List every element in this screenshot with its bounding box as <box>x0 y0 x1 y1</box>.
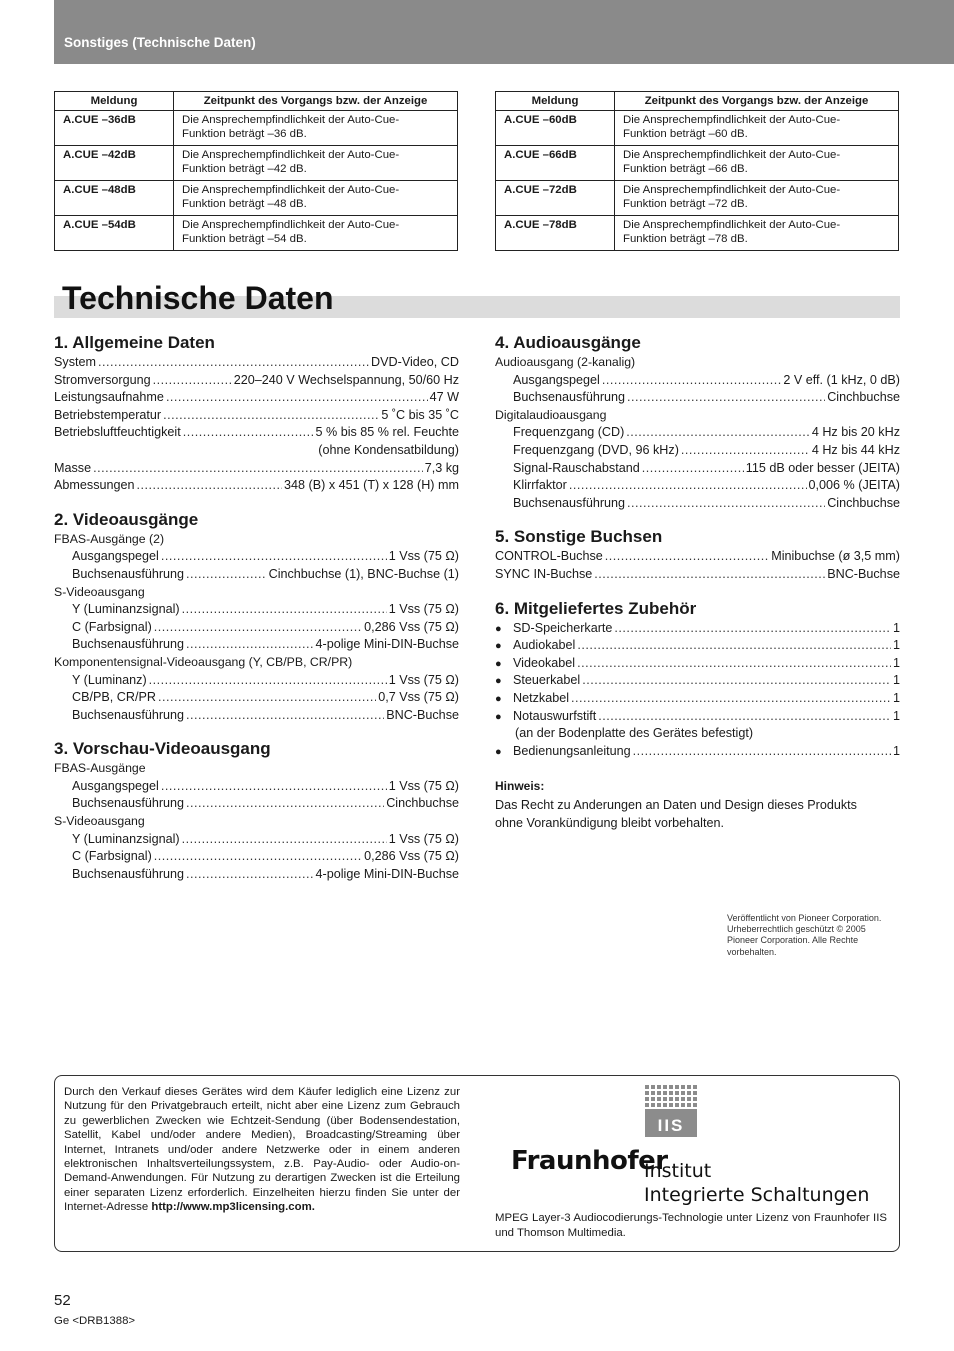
license-text: Durch den Verkauf dieses Gerätes wird dem Käufer lediglich eine Lizenz zur Nutzung für den Privatgebrauch erteilt, nicht aber eine Lizenz zum Gebrauch zu gewerblichen Zwecken wie Echtzeit-Sendung (über Bodensendestation, Satellit, Kabel und/oder andere Medien), Broadcasting/Streaming über Internet, Intranets und/oder andere Netzwerke oder in einem anderen elektronischen Inhaltsverteilungssystem, z.B. Pay-Audio- oder Audio-on-Demand-Anwendungen. Für Nutzung zu derartigen Zwecken ist die Erteilung einer separaten Lizenz erforderlich. Einzelheiten hierzu finden Sie unter der Internet-Adresse http://www.mp3licensing.com. <box>64 1086 460 1214</box>
message-code: A.CUE –54dB <box>55 216 174 251</box>
table-header-row <box>496 92 899 111</box>
message-code: A.CUE –66dB <box>496 146 615 181</box>
spec-row-snr: Signal-Rauschabstand ..... 115 dB oder besser (JEITA) <box>495 460 900 478</box>
left-column <box>54 332 459 883</box>
spec-group-fbas: FBAS-Ausgänge (2) <box>54 531 165 546</box>
message-code: A.CUE –48dB <box>55 181 174 216</box>
table-header-timing: Zeitpunkt des Vorgangs bzw. der Anzeige <box>174 92 458 111</box>
spec-row-svideo-y: Y (Luminanzsignal) ..... 1 Vss (75 Ω) <box>54 831 459 849</box>
spec-row-audio-level: Ausgangspegel ..... 2 V eff. (1 kHz, 0 dB) <box>495 372 900 390</box>
spec-row-component-jack: Buchsenausführung ..... BNC-Buchse <box>54 707 459 725</box>
institute-line-2: Integrierte Schaltungen <box>644 1184 870 1206</box>
spec-row-control-jack: CONTROL-Buchse ..... Minibuchse (ø 3,5 mm) <box>495 548 900 566</box>
message-description: Die Ansprechempfindlichkeit der Auto-Cue- Funktion beträgt –54 dB. <box>174 216 458 251</box>
institute-line-1: Institut <box>644 1160 712 1182</box>
bullet-icon: ● <box>495 745 502 758</box>
spec-row-fbas-jack: Buchsenausführung ..... Cinchbuchse <box>54 795 459 813</box>
table-row <box>55 181 458 216</box>
page-title: Technische Daten <box>62 280 334 316</box>
svg-text:IIS: IIS <box>657 1116 685 1135</box>
spec-row-fbas-level: Ausgangspegel ..... 1 Vss (75 Ω) <box>54 548 459 566</box>
spec-group-digital-audio: Digitalaudioausgang <box>495 407 607 422</box>
section-heading-general: 1. Allgemeine Daten <box>54 333 215 352</box>
message-description: Die Ansprechempfindlichkeit der Auto-Cue- Funktion beträgt –42 dB. <box>174 146 458 181</box>
table-header-message: Meldung <box>496 92 615 111</box>
section-header-bar <box>54 0 954 64</box>
hint-title: Hinweis: <box>495 779 545 794</box>
publisher-note: Veröffentlicht von Pioneer Corporation. Urheberrechtlich geschützt © 2005 Pioneer Corporation. Alle Rechte vorbehalten. <box>727 913 882 957</box>
table-header-message: Meldung <box>55 92 174 111</box>
table-row <box>55 146 458 181</box>
license-url: http://www.mp3licensing.com <box>151 1201 312 1214</box>
spec-row-fbas-jack: Buchsenausführung ..... Cinchbuchse (1), BNC-Buchse (1) <box>54 566 459 584</box>
fraunhofer-brand: Fraunhofer <box>511 1146 668 1176</box>
spec-row-freq-dvd: Frequenzgang (DVD, 96 kHz) ..... 4 Hz bis 44 kHz <box>495 442 900 460</box>
message-description: Die Ansprechempfindlichkeit der Auto-Cue- Funktion beträgt –72 dB. <box>615 181 899 216</box>
spec-row-svideo-c: C (Farbsignal) ..... 0,286 Vss (75 Ω) <box>54 848 459 866</box>
hint-line: Das Recht zu Anderungen an Daten und Design dieses Produkts <box>495 797 857 812</box>
spec-row-svideo-jack: Buchsenausführung ..... 4-polige Mini-DIN-Buchse <box>54 636 459 654</box>
list-item: ● Steuerkabel ..... 1 <box>495 672 900 690</box>
mpeg-license-caption: MPEG Layer-3 Audiocodierungs-Technologie unter Lizenz von Fraunhofer IIS und Thomson Multimedia. <box>495 1212 887 1239</box>
section-heading-audio-outputs: 4. Audioausgänge <box>495 333 641 352</box>
right-column <box>495 332 900 832</box>
table-header-row <box>55 92 458 111</box>
section-heading-preview-video: 3. Vorschau-Videoausgang <box>54 739 271 759</box>
table-row <box>55 216 458 251</box>
spec-row-thd: Klirrfaktor ..... 0,006 % (JEITA) <box>495 477 900 495</box>
message-code: A.CUE –78dB <box>496 216 615 251</box>
list-item: ● Audiokabel ..... 1 <box>495 637 900 655</box>
message-description: Die Ansprechempfindlichkeit der Auto-Cue- Funktion beträgt –48 dB. <box>174 181 458 216</box>
spec-row-sync-jack: SYNC IN-Buchse ..... BNC-Buchse <box>495 566 900 584</box>
list-item: ● Bedienungsanleitung ..... 1 <box>495 743 900 761</box>
table-row <box>496 146 899 181</box>
hint-line: ohne Vorankündigung bleibt vorbehalten. <box>495 815 724 830</box>
message-description: Die Ansprechempfindlichkeit der Auto-Cue- Funktion beträgt –78 dB. <box>615 216 899 251</box>
page-number: 52 <box>54 1292 71 1309</box>
message-code: A.CUE –60dB <box>496 111 615 146</box>
bullet-icon: ● <box>495 622 502 635</box>
bullet-icon: ● <box>495 710 502 723</box>
bullet-icon: ● <box>495 640 502 653</box>
list-item: ● Notauswurfstift ..... 1 <box>495 708 900 726</box>
table-row <box>496 216 899 251</box>
page-title-block <box>54 278 900 320</box>
spec-row-digital-jack: Buchsenausführung ..... Cinchbuchse <box>495 495 900 513</box>
list-item: ● SD-Speicherkarte ..... 1 <box>495 620 900 638</box>
accessory-note: (an der Bodenplatte des Gerätes befestigt) <box>515 726 754 741</box>
document-code: Ge <DRB1388> <box>54 1315 136 1327</box>
message-code: A.CUE –36dB <box>55 111 174 146</box>
message-description: Die Ansprechempfindlichkeit der Auto-Cue- Funktion beträgt –66 dB. <box>615 146 899 181</box>
message-code: A.CUE –72dB <box>496 181 615 216</box>
spec-group-svideo: S-Videoausgang <box>54 584 145 599</box>
list-item: ● Videokabel ..... 1 <box>495 655 900 673</box>
spec-row-freq-cd: Frequenzgang (CD) ..... 4 Hz bis 20 kHz <box>495 424 900 442</box>
spec-row-svideo-jack: Buchsenausführung ..... 4-polige Mini-DIN-Buchse <box>54 866 459 884</box>
spec-row-system: System ..... DVD-Video, CD <box>54 354 459 372</box>
spec-row-component-c: CB/PB, CR/PR ..... 0,7 Vss (75 Ω) <box>54 689 459 707</box>
spec-group-analog-audio: Audioausgang (2-kanalig) <box>495 355 636 369</box>
section-heading-accessories: 6. Mitgeliefertes Zubehör <box>495 598 697 618</box>
license-box <box>54 1075 900 1252</box>
table-row <box>496 181 899 216</box>
spec-row-humidity: Betriebsluftfeuchtigkeit ..... 5 % bis 85 % rel. Feuchte <box>54 424 459 442</box>
message-description: Die Ansprechempfindlichkeit der Auto-Cue- Funktion beträgt –36 dB. <box>174 111 458 146</box>
table-row <box>55 111 458 146</box>
spec-row-component-y: Y (Luminanz) ..... 1 Vss (75 Ω) <box>54 672 459 690</box>
spec-row-svideo-c: C (Farbsignal) ..... 0,286 Vss (75 Ω) <box>54 619 459 637</box>
spec-row-audio-jack: Buchsenausführung ..... Cinchbuchse <box>495 389 900 407</box>
spec-group-svideo: S-Videoausgang <box>54 814 145 829</box>
auto-cue-table-left <box>54 91 458 251</box>
spec-row-consumption: Leistungsaufnahme ..... 47 W <box>54 389 459 407</box>
spec-note-humidity: (ohne Kondensatbildung) <box>318 442 459 457</box>
spec-row-fbas-level: Ausgangspegel ..... 1 Vss (75 Ω) <box>54 778 459 796</box>
section-header-title: Sonstiges (Technische Daten) <box>64 35 256 50</box>
auto-cue-table-right <box>495 91 899 251</box>
spec-row-mass: Masse ..... 7,3 kg <box>54 460 459 478</box>
spec-row-svideo-y: Y (Luminanzsignal) ..... 1 Vss (75 Ω) <box>54 601 459 619</box>
section-heading-video-outputs: 2. Videoausgänge <box>54 509 199 529</box>
spec-row-dimensions: Abmessungen ..... 348 (B) x 451 (T) x 128 (H) mm <box>54 477 459 495</box>
spec-row-temperature: Betriebstemperatur ..... 5 ˚C bis 35 ˚C <box>54 407 459 425</box>
spec-group-fbas: FBAS-Ausgänge <box>54 761 146 776</box>
spec-group-component: Komponentensignal-Videoausgang (Y, CB/PB, CR/PR) <box>54 654 353 669</box>
message-description: Die Ansprechempfindlichkeit der Auto-Cue- Funktion beträgt –60 dB. <box>615 111 899 146</box>
message-code: A.CUE –42dB <box>55 146 174 181</box>
table-header-timing: Zeitpunkt des Vorgangs bzw. der Anzeige <box>615 92 899 111</box>
fraunhofer-iis-logo <box>645 1085 697 1137</box>
bullet-icon: ● <box>495 692 502 705</box>
bullet-icon: ● <box>495 657 502 670</box>
section-heading-other-jacks: 5. Sonstige Buchsen <box>495 527 663 547</box>
list-item: ● Netzkabel ..... 1 <box>495 690 900 708</box>
table-row <box>496 111 899 146</box>
spec-row-power: Stromversorgung ..... 220–240 V Wechselspannung, 50/60 Hz <box>54 372 459 390</box>
bullet-icon: ● <box>495 675 502 688</box>
